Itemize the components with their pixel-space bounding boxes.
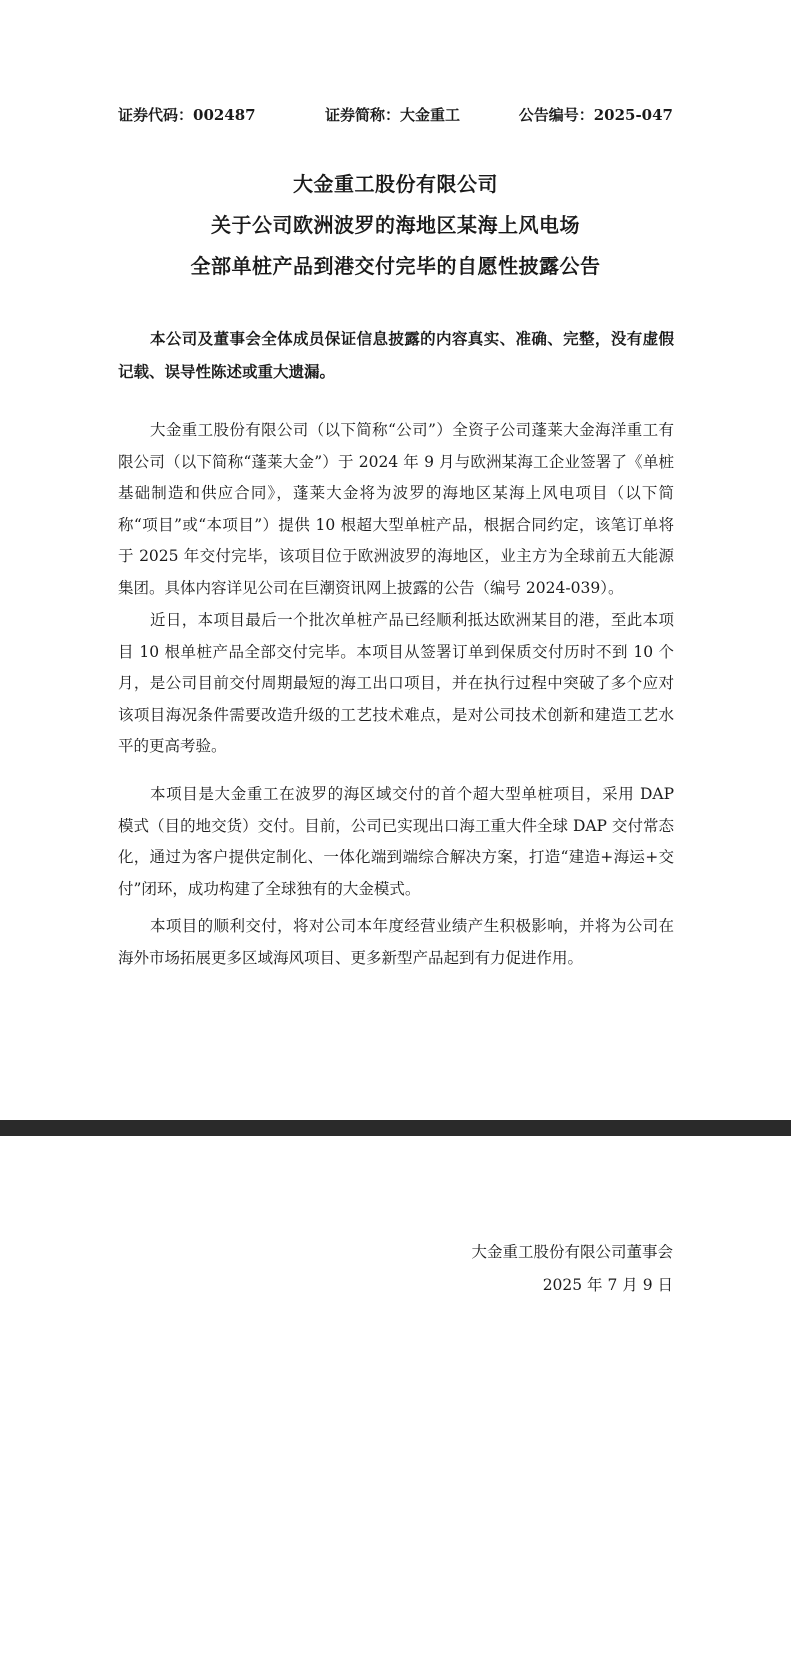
announcement-header	[118, 104, 673, 128]
stock-name: 证券简称：大金重工	[325, 106, 461, 124]
paragraph-4: 本项目的顺利交付，将对公司本年度经营业绩产生积极影响，并将为公司在海外市场拓展更多区域海风项目、更多新型产品起到有力促进作用。	[118, 917, 674, 967]
paragraph-2: 近日，本项目最后一个批次单桩产品已经顺利抵达欧洲某目的港，至此本项目 10 根单桩产品全部交付完毕。本项目从签署订单到保质交付历时不到 10 个月，是公司目前交付周期最短的海工出口项目，并在执行过程中突破了多个应对该项目海况条件需要改造升级的工艺技术难点，是对公司技术创新和建造工艺水平的更高考验。	[118, 611, 674, 755]
page-separator	[0, 1120, 791, 1136]
title-line-2: 关于公司欧洲波罗的海地区某海上风电场	[211, 213, 580, 237]
signature-date: 2025 年 7 月 9 日	[542, 1276, 673, 1294]
paragraph-3: 本项目是大金重工在波罗的海区域交付的首个超大型单桩项目，采用 DAP 模式（目的地交货）交付。目前，公司已实现出口海工重大件全球 DAP 交付常态化，通过为客户提供定制化、一体化端到端综合解决方案，打造“建造+海运+交付”闭环，成功构建了全球独有的大金模式。	[118, 785, 674, 898]
stock-code: 证券代码：002487	[118, 106, 256, 124]
document-page-2	[0, 1136, 791, 1658]
announcement-number: 公告编号：2025-047	[518, 106, 673, 124]
title-line-3: 全部单桩产品到港交付完毕的自愿性披露公告	[190, 254, 601, 278]
board-statement: 本公司及董事会全体成员保证信息披露的内容真实、准确、完整，没有虚假记载、误导性陈述或重大遗漏。	[118, 329, 674, 381]
signature-company: 大金重工股份有限公司董事会	[471, 1243, 673, 1261]
title-company: 大金重工股份有限公司	[293, 172, 498, 196]
paragraph-1: 大金重工股份有限公司（以下简称“公司”）全资子公司蓬莱大金海洋重工有限公司（以下简称“蓬莱大金”）于 2024 年 9 月与欧洲某海工企业签署了《单桩基础制造和供应合同》，蓬莱大金将为波罗的海地区某海上风电项目（以下简称“项目”或“本项目”）提供 10 根超大型单桩产品，根据合同约定，该笔订单将于 2025 年交付完毕，该项目位于欧洲波罗的海地区，业主方为全球前五大能源集团。具体内容详见公司在巨潮资讯网上披露的公告（编号 2024-039）。	[118, 421, 674, 597]
